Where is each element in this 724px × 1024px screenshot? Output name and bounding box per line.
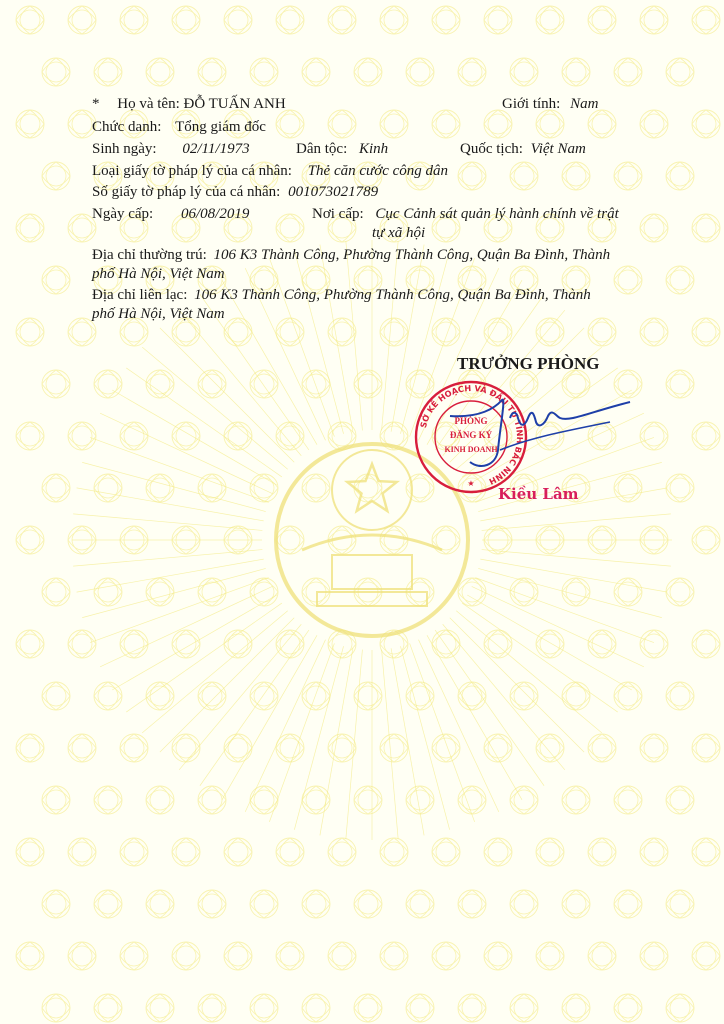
permanent-address-label: Địa chỉ thường trú: <box>92 247 207 263</box>
id-type-value: Thẻ căn cước công dân <box>307 163 449 179</box>
issue-place-value-line1: Cục Cảnh sát quản lý hành chính về trật <box>375 206 619 222</box>
signer-name: Kiều Lâm <box>498 485 579 503</box>
dob-value: 02/11/1973 <box>182 141 250 157</box>
seal-center-line1: PHÒNG <box>454 416 488 426</box>
name-label: Họ và tên: <box>117 96 180 112</box>
signer-title: TRƯỞNG PHÒNG <box>457 354 600 373</box>
nationality-value: Việt Nam <box>530 141 586 157</box>
issue-date-label: Ngày cấp: <box>92 206 154 222</box>
ethnicity-value: Kinh <box>358 141 389 157</box>
contact-address-line2: phố Hà Nội, Việt Nam <box>92 306 225 322</box>
id-type-label: Loại giấy tờ pháp lý của cá nhân: <box>92 163 292 179</box>
seal-center-line2: ĐĂNG KÝ <box>449 430 493 440</box>
contact-address-line1: 106 K3 Thành Công, Phường Thành Công, Quận Ba Đình, Thành <box>194 287 591 303</box>
id-number-label: Số giấy tờ pháp lý của cá nhân: <box>92 184 281 200</box>
bullet-marker: * <box>92 96 100 112</box>
permanent-address-line2: phố Hà Nội, Việt Nam <box>92 266 225 282</box>
seal-ring-text: SỞ KẾ HOẠCH VÀ ĐẦU TƯ TỈNH BẮC NINH <box>417 382 526 487</box>
seal-star-icon: ★ <box>467 479 475 488</box>
contact-address-label: Địa chỉ liên lạc: <box>92 287 188 303</box>
issue-date-value: 06/08/2019 <box>180 206 250 222</box>
seal-center-line3: KINH DOANH <box>444 445 498 454</box>
handwritten-signature <box>440 388 640 478</box>
gender-value: Nam <box>570 96 599 112</box>
dob-label: Sinh ngày: <box>92 141 157 157</box>
issue-place-value-line2: tự xã hội <box>372 225 426 241</box>
position-label: Chức danh: <box>92 119 162 135</box>
ethnicity-label: Dân tộc: <box>296 141 348 157</box>
id-number-value: 001073021789 <box>288 184 379 200</box>
permanent-address-line1: 106 K3 Thành Công, Phường Thành Công, Quận Ba Đình, Thành <box>213 247 611 263</box>
nationality-label: Quốc tịch: <box>460 141 523 157</box>
name-value: ĐỖ TUẤN ANH <box>183 96 286 112</box>
position-value: Tổng giám đốc <box>175 119 266 135</box>
issue-place-label: Nơi cấp: <box>312 206 364 222</box>
gender-label: Giới tính: <box>502 96 561 112</box>
